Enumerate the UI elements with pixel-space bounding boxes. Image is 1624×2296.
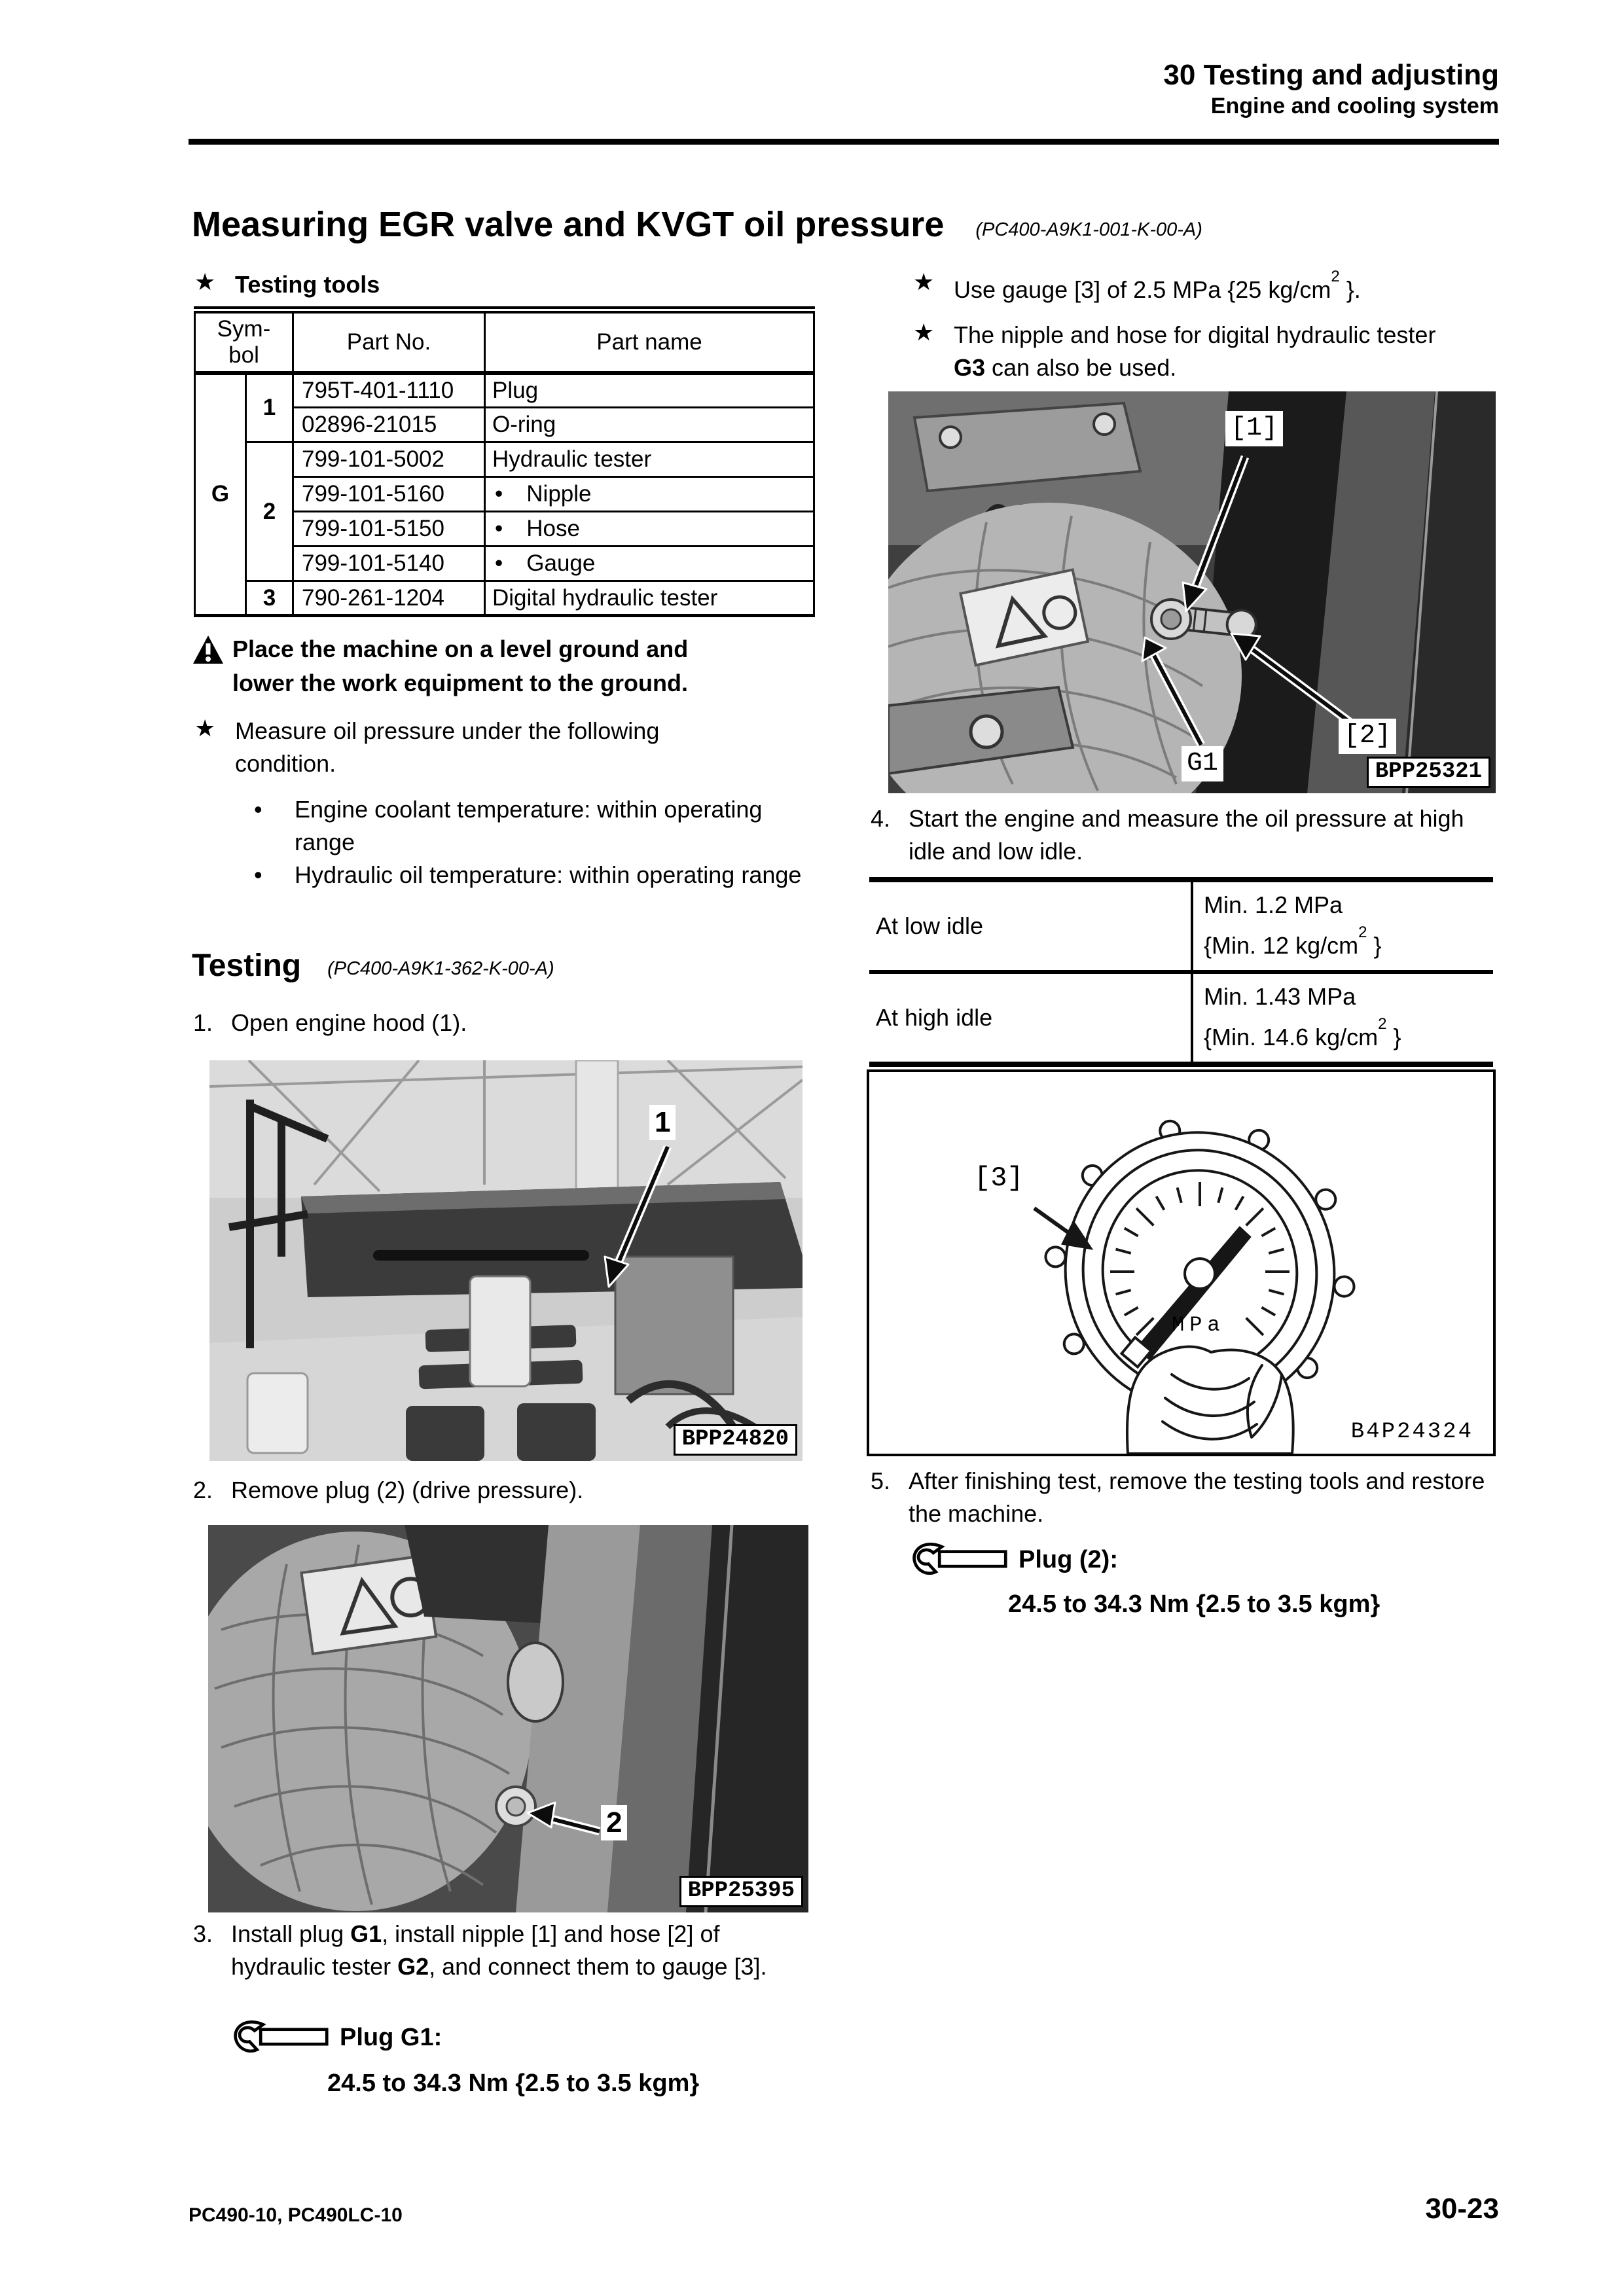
group-num: 1 [246,373,293,442]
gauge-line-art [869,1072,1493,1454]
testing-heading: Testing [192,948,302,983]
tools-heading-label: Testing tools [235,271,380,298]
bullet-icon: • [495,550,503,576]
testing-code: (PC400-A9K1-362-K-00-A) [327,958,554,979]
tool-ref: G2 [397,1953,429,1980]
idle-pressure-table [869,877,1493,1067]
section-title: Engine and cooling system [1210,94,1499,118]
hand-outline [1127,1347,1293,1454]
step-text: Remove plug (2) (drive pressure). [231,1477,584,1503]
drawing-callout-3: [3] [974,1162,1024,1194]
part-name: Hose [526,516,580,541]
torque-note-1 [232,2017,442,2058]
step-number: 2. [193,1477,213,1503]
table-row [869,972,1493,1064]
photo-plug-location [208,1525,808,1912]
part-name: Digital hydraulic tester [485,581,814,616]
nipple-note [913,319,1458,384]
warning-text: Place the machine on a level ground and lower the work equipment to the ground. [232,636,689,696]
gauge-note [913,268,1517,306]
drawing-code: B4P24324 [1350,1420,1473,1444]
part-no: 799-101-5150 [293,512,485,547]
photo-3-callout-2: [2] [1339,719,1396,754]
needle-hub [1185,1259,1215,1289]
photo-2-code-badge: BPP25395 [679,1876,803,1907]
step-number: 3. [193,1920,213,1947]
idle-row-label: At high idle [869,972,1192,1064]
step-text-part: Install plug [231,1920,351,1947]
nipple-note-part: The nipple and hose for digital hydraulic tester [954,321,1436,348]
step-text-part: , and connect them to gauge [3]. [429,1953,767,1980]
bullet-icon: • [495,516,503,541]
step-text: Open engine hood (1). [231,1009,467,1036]
idle-row-label: At low idle [876,912,984,939]
pressure-kgcm-sup: 2 [1358,924,1367,941]
photo-3-callout-1: [1] [1225,411,1283,446]
step-text: After finishing test, remove the testing tools and restore the machine. [909,1467,1485,1527]
pressure-kgcm-pre: {Min. 14.6 kg/cm [1204,1024,1379,1050]
group-num: 2 [246,442,293,581]
header-rule [189,139,1499,145]
bullet-icon: • [254,796,262,823]
condition-item [254,859,818,891]
col-symbol-line2: bol [228,342,259,368]
footer-model: PC490-10, PC490LC-10 [189,2204,403,2226]
part-no: 799-101-5160 [293,477,485,512]
torque-label: Plug (2): [1019,1546,1118,1573]
part-name: Hydraulic tester [485,442,814,477]
tools-heading [194,268,380,301]
gauge-drawing [867,1069,1496,1456]
step-number: 1. [193,1009,213,1036]
part-no: 795T-401-1110 [293,373,485,408]
star-icon: ★ [913,319,935,346]
topic-title-row [192,204,1202,245]
pressure-mpa: Min. 1.2 MPa [1204,891,1343,918]
photo-3-code-badge: BPP25321 [1367,757,1490,788]
safety-warning [192,632,781,700]
part-no: 799-101-5002 [293,442,485,477]
condition-note [194,715,726,780]
col-symbol-line1: Sym- [217,315,271,342]
col-part-name: Part name [485,310,814,373]
step-4 [871,802,1485,868]
testing-tools-table [194,306,815,617]
idle-row-value [1192,880,1493,972]
pressure-kgcm [1204,923,1493,963]
symbol-cell: G [195,373,246,616]
pressure-kgcm-sup: 2 [1378,1015,1387,1033]
gauge-note-sup: 2 [1331,268,1340,285]
part-name: Nipple [526,481,592,507]
table-row [195,442,814,477]
page-header [1163,58,1499,119]
condition-text: Hydraulic oil temperature: within operating range [295,861,802,888]
photo-1-callout: 1 [649,1105,676,1140]
idle-row-value [1192,972,1493,1064]
chapter-title: 30 Testing and adjusting [1163,59,1499,91]
gauge-unit-label: MPa [1172,1313,1225,1337]
step-text: Start the engine and measure the oil pressure at high idle and low idle. [909,805,1464,865]
col-part-no: Part No. [293,310,485,373]
star-icon: ★ [913,268,935,295]
photo-tester-installed [888,391,1496,793]
part-name: O-ring [485,408,814,442]
tool-ref: G3 [954,354,986,381]
torque-value: 24.5 to 34.3 Nm {2.5 to 3.5 kgm} [1008,1590,1380,1618]
gauge-note-pre: Use gauge [3] of 2.5 MPa {25 kg/cm [954,276,1331,303]
warning-triangle-icon [192,632,232,700]
nipple-note-part: can also be used. [985,354,1177,381]
table-row [195,373,814,408]
photo-3-art [888,391,1496,793]
photo-engine-hood [209,1060,803,1461]
topic-code: (PC400-A9K1-001-K-00-A) [975,219,1202,240]
part-no: 799-101-5140 [293,547,485,581]
pressure-kgcm-post: } [1367,932,1382,959]
condition-list [254,793,818,891]
part-no: 02896-21015 [293,408,485,442]
star-icon: ★ [194,715,216,742]
nipple-note-text [954,319,1458,384]
topic-title: Measuring EGR valve and KVGT oil pressure [192,205,945,244]
gauge-note-text [954,268,1517,306]
step-3 [193,1918,817,1983]
condition-note-text: Measure oil pressure under the following condition. [235,717,660,777]
step-2 [193,1474,583,1507]
step-5 [871,1465,1504,1530]
photo-3-callout-g1: G1 [1182,746,1223,781]
star-icon: ★ [194,268,216,295]
part-name: Plug [485,373,814,408]
table-header-row [195,310,814,373]
photo-1-code-badge: BPP24820 [674,1424,797,1456]
step-number: 5. [871,1467,891,1494]
part-name: Gauge [526,550,596,576]
step-text-part: , install nipple [1] and hose [2] of hydraulic tester [231,1920,720,1980]
torque-label: Plug G1: [340,2024,442,2051]
step-number: 4. [871,805,891,832]
part-no: 790-261-1204 [293,581,485,616]
step-1 [193,1007,467,1039]
group-num: 3 [246,581,293,616]
table-row [869,880,1493,972]
testing-heading-row [192,948,554,984]
condition-item [254,793,818,859]
wrench-icon [911,1539,1009,1581]
photo-2-callout: 2 [601,1805,627,1840]
pressure-mpa: Min. 1.43 MPa [1204,983,1356,1010]
pressure-kgcm-post: } [1386,1024,1401,1050]
photo-2-art [208,1525,808,1912]
torque-value: 24.5 to 34.3 Nm {2.5 to 3.5 kgm} [327,2070,700,2097]
torque-note-2 [911,1539,1118,1581]
table-row [195,581,814,616]
step-text [231,1918,817,1983]
condition-text: Engine coolant temperature: within operating range [295,796,763,855]
gauge-note-post: }. [1339,276,1361,303]
bullet-icon: • [495,481,503,507]
wrench-icon [232,2017,331,2058]
bullet-icon: • [254,861,262,888]
tool-ref: G1 [350,1920,382,1947]
photo-1-art [209,1060,803,1461]
pressure-kgcm-pre: {Min. 12 kg/cm [1204,932,1359,959]
pressure-kgcm [1204,1014,1493,1055]
footer-page-number: 30-23 [1425,2193,1499,2225]
col-symbol [195,310,293,373]
